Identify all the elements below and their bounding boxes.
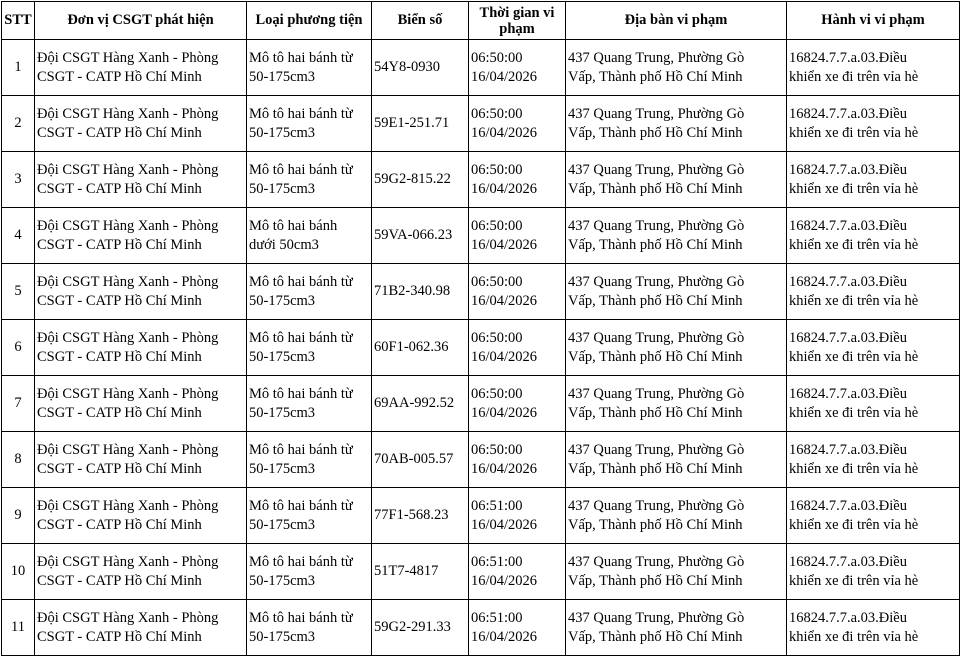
cell-violation-line: 16824.7.7.a.03.Điều [789, 329, 907, 346]
cell-stt: 11 [2, 600, 35, 656]
cell-vehicle-line: Mô tô hai bánh từ [249, 105, 353, 122]
cell-time [469, 432, 566, 488]
cell-location-line: Vấp, Thành phố Hồ Chí Minh [568, 572, 743, 589]
cell-location-line: 437 Quang Trung, Phường Gò [568, 217, 745, 234]
table-row [2, 488, 960, 544]
cell-unit [35, 96, 247, 152]
cell-time-line: 16/04/2026 [471, 180, 538, 197]
cell-time-line: 16/04/2026 [471, 236, 538, 253]
cell-violation-line: 16824.7.7.a.03.Điều [789, 273, 907, 290]
cell-location [566, 40, 787, 96]
cell-time-line: 06:51:00 [471, 609, 523, 626]
cell-vehicle-line: Mô tô hai bánh từ [249, 441, 353, 458]
cell-location [566, 376, 787, 432]
cell-vehicle-line: Mô tô hai bánh từ [249, 385, 353, 402]
cell-violation-line: khiển xe đi trên vỉa hè [789, 236, 919, 253]
cell-unit-line: CSGT - CATP Hồ Chí Minh [37, 292, 202, 309]
cell-violation-line: 16824.7.7.a.03.Điều [789, 609, 907, 626]
cell-unit-line: Đội CSGT Hàng Xanh - Phòng [37, 161, 219, 178]
cell-violation-line: khiển xe đi trên vỉa hè [789, 180, 919, 197]
cell-time-line: 06:50:00 [471, 273, 523, 290]
cell-vehicle [247, 208, 372, 264]
cell-violation [787, 432, 960, 488]
cell-plate: 70AB-005.57 [372, 432, 469, 488]
cell-vehicle [247, 320, 372, 376]
cell-unit [35, 432, 247, 488]
cell-violation [787, 152, 960, 208]
table-row [2, 432, 960, 488]
cell-unit-line: Đội CSGT Hàng Xanh - Phòng [37, 497, 219, 514]
cell-time [469, 544, 566, 600]
cell-violation-line: khiển xe đi trên vỉa hè [789, 348, 919, 365]
cell-location [566, 544, 787, 600]
cell-time [469, 152, 566, 208]
cell-time [469, 40, 566, 96]
table-row [2, 208, 960, 264]
cell-plate: 71B2-340.98 [372, 264, 469, 320]
cell-location-line: 437 Quang Trung, Phường Gò [568, 273, 745, 290]
violations-table [1, 1, 960, 656]
cell-unit [35, 544, 247, 600]
cell-time [469, 208, 566, 264]
cell-unit-line: Đội CSGT Hàng Xanh - Phòng [37, 105, 219, 122]
cell-violation [787, 600, 960, 656]
cell-unit-line: Đội CSGT Hàng Xanh - Phòng [37, 217, 219, 234]
cell-vehicle [247, 600, 372, 656]
cell-stt: 4 [2, 208, 35, 264]
cell-unit-line: CSGT - CATP Hồ Chí Minh [37, 124, 202, 141]
cell-location-line: 437 Quang Trung, Phường Gò [568, 441, 745, 458]
cell-vehicle [247, 376, 372, 432]
cell-time-line: 06:50:00 [471, 105, 523, 122]
cell-time-line: 06:50:00 [471, 441, 523, 458]
cell-stt: 8 [2, 432, 35, 488]
cell-time-line: 16/04/2026 [471, 68, 538, 85]
cell-time-line: 16/04/2026 [471, 516, 538, 533]
cell-plate: 59G2-291.33 [372, 600, 469, 656]
table-row [2, 376, 960, 432]
cell-time [469, 320, 566, 376]
cell-location-line: Vấp, Thành phố Hồ Chí Minh [568, 124, 743, 141]
cell-unit-line: CSGT - CATP Hồ Chí Minh [37, 404, 202, 421]
cell-unit-line: Đội CSGT Hàng Xanh - Phòng [37, 553, 219, 570]
cell-vehicle [247, 40, 372, 96]
cell-location-line: 437 Quang Trung, Phường Gò [568, 161, 745, 178]
cell-vehicle-line: Mô tô hai bánh từ [249, 497, 353, 514]
cell-violation [787, 96, 960, 152]
cell-location [566, 320, 787, 376]
cell-location-line: Vấp, Thành phố Hồ Chí Minh [568, 348, 743, 365]
cell-stt: 1 [2, 40, 35, 96]
cell-vehicle-line: 50-175cm3 [249, 180, 316, 197]
cell-vehicle-line: 50-175cm3 [249, 628, 316, 645]
cell-stt: 7 [2, 376, 35, 432]
cell-vehicle-line: 50-175cm3 [249, 460, 316, 477]
cell-location-line: Vấp, Thành phố Hồ Chí Minh [568, 180, 743, 197]
cell-violation-line: 16824.7.7.a.03.Điều [789, 49, 907, 66]
table-header-row [2, 2, 960, 40]
cell-location-line: Vấp, Thành phố Hồ Chí Minh [568, 292, 743, 309]
cell-unit-line: Đội CSGT Hàng Xanh - Phòng [37, 609, 219, 626]
cell-plate: 77F1-568.23 [372, 488, 469, 544]
header-plate: Biển số [372, 2, 469, 40]
cell-unit [35, 264, 247, 320]
cell-location-line: Vấp, Thành phố Hồ Chí Minh [568, 404, 743, 421]
cell-vehicle-line: 50-175cm3 [249, 68, 316, 85]
cell-time [469, 96, 566, 152]
cell-vehicle-line: 50-175cm3 [249, 404, 316, 421]
cell-location-line: Vấp, Thành phố Hồ Chí Minh [568, 68, 743, 85]
cell-unit [35, 488, 247, 544]
cell-vehicle [247, 152, 372, 208]
cell-vehicle-line: 50-175cm3 [249, 572, 316, 589]
cell-violation-line: 16824.7.7.a.03.Điều [789, 217, 907, 234]
cell-vehicle-line: Mô tô hai bánh từ [249, 161, 353, 178]
cell-violation [787, 376, 960, 432]
cell-violation-line: 16824.7.7.a.03.Điều [789, 161, 907, 178]
cell-violation [787, 208, 960, 264]
cell-time-line: 06:50:00 [471, 217, 523, 234]
cell-location [566, 264, 787, 320]
cell-time-line: 06:50:00 [471, 161, 523, 178]
cell-stt: 9 [2, 488, 35, 544]
table-row [2, 40, 960, 96]
cell-location-line: 437 Quang Trung, Phường Gò [568, 553, 745, 570]
cell-unit-line: Đội CSGT Hàng Xanh - Phòng [37, 329, 219, 346]
cell-time-line: 16/04/2026 [471, 124, 538, 141]
cell-time [469, 264, 566, 320]
cell-unit [35, 152, 247, 208]
header-unit: Đơn vị CSGT phát hiện [35, 2, 247, 40]
table-row [2, 600, 960, 656]
cell-time-line: 06:51:00 [471, 497, 523, 514]
cell-stt: 3 [2, 152, 35, 208]
cell-violation-line: khiển xe đi trên vỉa hè [789, 516, 919, 533]
cell-location-line: Vấp, Thành phố Hồ Chí Minh [568, 460, 743, 477]
cell-unit-line: CSGT - CATP Hồ Chí Minh [37, 628, 202, 645]
cell-location-line: Vấp, Thành phố Hồ Chí Minh [568, 628, 743, 645]
cell-plate: 60F1-062.36 [372, 320, 469, 376]
cell-stt: 6 [2, 320, 35, 376]
cell-time [469, 376, 566, 432]
cell-violation-line: khiển xe đi trên vỉa hè [789, 628, 919, 645]
cell-vehicle-line: dưới 50cm3 [249, 236, 319, 253]
cell-vehicle-line: Mô tô hai bánh [249, 217, 338, 234]
cell-stt: 5 [2, 264, 35, 320]
cell-violation [787, 40, 960, 96]
cell-violation-line: 16824.7.7.a.03.Điều [789, 385, 907, 402]
header-time: Thời gian vi phạm [469, 2, 566, 40]
cell-time-line: 16/04/2026 [471, 404, 538, 421]
cell-vehicle-line: 50-175cm3 [249, 516, 316, 533]
cell-violation-line: 16824.7.7.a.03.Điều [789, 105, 907, 122]
cell-vehicle-line: Mô tô hai bánh từ [249, 609, 353, 626]
table-row [2, 320, 960, 376]
cell-time-line: 16/04/2026 [471, 292, 538, 309]
cell-violation-line: 16824.7.7.a.03.Điều [789, 553, 907, 570]
cell-location-line: Vấp, Thành phố Hồ Chí Minh [568, 236, 743, 253]
cell-time-line: 06:50:00 [471, 385, 523, 402]
cell-plate: 51T7-4817 [372, 544, 469, 600]
cell-violation [787, 544, 960, 600]
cell-vehicle [247, 432, 372, 488]
cell-vehicle [247, 96, 372, 152]
cell-time-line: 16/04/2026 [471, 460, 538, 477]
cell-time-line: 16/04/2026 [471, 348, 538, 365]
table-row [2, 152, 960, 208]
cell-unit [35, 208, 247, 264]
cell-violation-line: khiển xe đi trên vỉa hè [789, 404, 919, 421]
cell-plate: 69AA-992.52 [372, 376, 469, 432]
cell-time-line: 06:51:00 [471, 553, 523, 570]
cell-stt: 2 [2, 96, 35, 152]
cell-time-line: 16/04/2026 [471, 572, 538, 589]
table-row [2, 264, 960, 320]
cell-unit-line: CSGT - CATP Hồ Chí Minh [37, 516, 202, 533]
cell-vehicle-line: Mô tô hai bánh từ [249, 273, 353, 290]
cell-vehicle-line: Mô tô hai bánh từ [249, 553, 353, 570]
cell-violation [787, 264, 960, 320]
cell-location-line: 437 Quang Trung, Phường Gò [568, 385, 745, 402]
cell-vehicle-line: Mô tô hai bánh từ [249, 329, 353, 346]
cell-time [469, 488, 566, 544]
cell-violation-line: khiển xe đi trên vỉa hè [789, 124, 919, 141]
cell-violation [787, 488, 960, 544]
cell-vehicle-line: 50-175cm3 [249, 124, 316, 141]
cell-unit-line: CSGT - CATP Hồ Chí Minh [37, 460, 202, 477]
header-stt: STT [2, 2, 35, 40]
cell-location-line: 437 Quang Trung, Phường Gò [568, 497, 745, 514]
cell-violation-line: khiển xe đi trên vỉa hè [789, 68, 919, 85]
cell-unit [35, 600, 247, 656]
cell-violation-line: khiển xe đi trên vỉa hè [789, 572, 919, 589]
cell-unit-line: Đội CSGT Hàng Xanh - Phòng [37, 441, 219, 458]
cell-plate: 59VA-066.23 [372, 208, 469, 264]
cell-location [566, 600, 787, 656]
cell-violation-line: 16824.7.7.a.03.Điều [789, 441, 907, 458]
cell-time-line: 16/04/2026 [471, 628, 538, 645]
cell-unit-line: Đội CSGT Hàng Xanh - Phòng [37, 49, 219, 66]
table-row [2, 544, 960, 600]
cell-plate: 54Y8-0930 [372, 40, 469, 96]
cell-location-line: 437 Quang Trung, Phường Gò [568, 49, 745, 66]
cell-unit [35, 376, 247, 432]
cell-unit-line: Đội CSGT Hàng Xanh - Phòng [37, 273, 219, 290]
cell-unit-line: CSGT - CATP Hồ Chí Minh [37, 572, 202, 589]
header-violation: Hành vi vi phạm [787, 2, 960, 40]
cell-location [566, 208, 787, 264]
cell-vehicle-line: 50-175cm3 [249, 292, 316, 309]
cell-vehicle-line: Mô tô hai bánh từ [249, 49, 353, 66]
cell-unit-line: CSGT - CATP Hồ Chí Minh [37, 348, 202, 365]
cell-unit [35, 320, 247, 376]
cell-location [566, 432, 787, 488]
cell-time [469, 600, 566, 656]
cell-violation-line: khiển xe đi trên vỉa hè [789, 460, 919, 477]
cell-vehicle [247, 488, 372, 544]
cell-vehicle [247, 544, 372, 600]
cell-unit-line: Đội CSGT Hàng Xanh - Phòng [37, 385, 219, 402]
cell-violation [787, 320, 960, 376]
header-location: Địa bàn vi phạm [566, 2, 787, 40]
cell-location [566, 152, 787, 208]
cell-plate: 59E1-251.71 [372, 96, 469, 152]
cell-unit-line: CSGT - CATP Hồ Chí Minh [37, 68, 202, 85]
cell-plate: 59G2-815.22 [372, 152, 469, 208]
table-row [2, 96, 960, 152]
cell-location-line: 437 Quang Trung, Phường Gò [568, 329, 745, 346]
cell-location-line: Vấp, Thành phố Hồ Chí Minh [568, 516, 743, 533]
cell-unit [35, 40, 247, 96]
cell-location-line: 437 Quang Trung, Phường Gò [568, 609, 745, 626]
cell-location-line: 437 Quang Trung, Phường Gò [568, 105, 745, 122]
cell-stt: 10 [2, 544, 35, 600]
cell-vehicle [247, 264, 372, 320]
cell-time-line: 06:50:00 [471, 49, 523, 66]
cell-violation-line: 16824.7.7.a.03.Điều [789, 497, 907, 514]
cell-location [566, 488, 787, 544]
cell-location [566, 96, 787, 152]
cell-unit-line: CSGT - CATP Hồ Chí Minh [37, 180, 202, 197]
cell-time-line: 06:50:00 [471, 329, 523, 346]
cell-vehicle-line: 50-175cm3 [249, 348, 316, 365]
cell-violation-line: khiển xe đi trên vỉa hè [789, 292, 919, 309]
header-vehicle: Loại phương tiện [247, 2, 372, 40]
cell-unit-line: CSGT - CATP Hồ Chí Minh [37, 236, 202, 253]
